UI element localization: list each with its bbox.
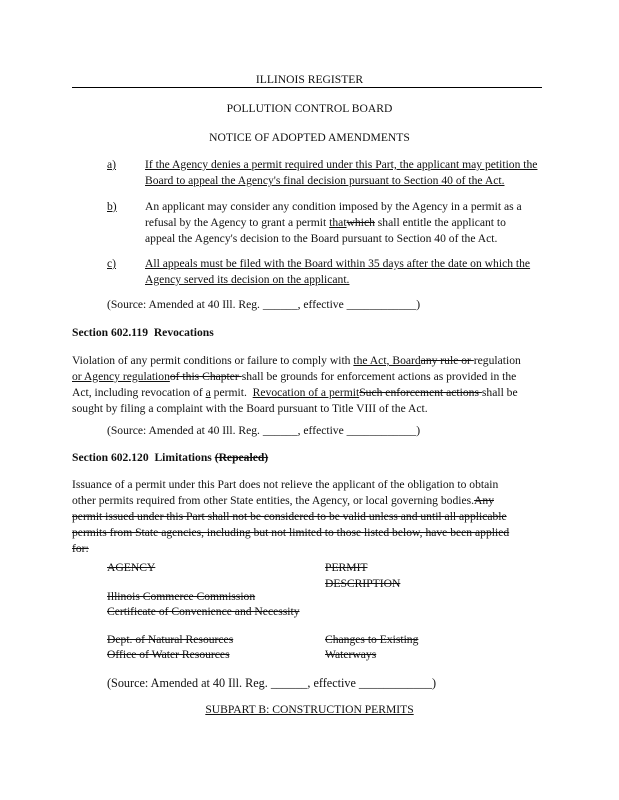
inserted-text: or Agency regulation <box>72 370 170 383</box>
body-line <box>72 493 546 509</box>
subsection-c <box>107 256 547 290</box>
table-cell: Dept. of Natural Resources <box>107 633 234 646</box>
table-cell: Changes to Existing <box>325 633 419 646</box>
subsection-c-label: c) <box>107 257 117 270</box>
section-number: Section 602.119 <box>72 326 149 339</box>
deleted-text: Any <box>474 494 494 507</box>
deleted-text: (Repealed) <box>214 451 269 464</box>
register-title: ILLINOIS REGISTER <box>255 73 364 86</box>
subsection-a-text: If the Agency denies a permit required under this Part, the applicant may petition the Board to appeal the Agency's final decision pursuant to Section 40 of the Act. <box>145 158 538 187</box>
source-note: (Source: Amended at 40 Ill. Reg. ______, effective ____________) <box>107 298 421 311</box>
agency-title: POLLUTION CONTROL BOARD <box>226 102 393 115</box>
section-title: Limitations <box>154 451 212 464</box>
deleted-text: any rule or <box>420 354 474 367</box>
subsection-b-line: An applicant may consider any condition imposed by the Agency in a permit as a <box>145 200 522 213</box>
text-run: shall entitle the applicant to <box>374 216 506 229</box>
table-header-description: DESCRIPTION <box>325 577 401 590</box>
text-run: Act, including revocation of <box>72 386 206 399</box>
table-cell: Office of Water Resources <box>107 648 230 661</box>
body-line <box>72 369 546 385</box>
subsection-c-text: All appeals must be filed with the Board within 35 days after the date on which the Agency served its decision on the applicant. <box>145 257 531 286</box>
subsection-a <box>107 157 547 191</box>
text-run: refusal by the Agency to grant a permit <box>145 216 330 229</box>
source-note: (Source: Amended at 40 Ill. Reg. ______, effective ____________) <box>107 676 437 690</box>
text-run: shall be grounds for enforcement actions as provided in the <box>241 370 517 383</box>
notice-title: NOTICE OF ADOPTED AMENDMENTS <box>209 131 410 144</box>
inserted-text: a <box>205 386 211 399</box>
body-line: for: <box>72 542 89 555</box>
table-cell: Certificate of Convenience and Necessity <box>107 605 300 618</box>
permit-table <box>107 560 527 660</box>
subsection-b-line <box>145 215 549 231</box>
body-line <box>72 353 546 369</box>
subsection-b <box>107 199 547 249</box>
table-header-permit: PERMIT <box>325 561 368 574</box>
deleted-text: of this Chapter <box>169 370 242 383</box>
subsection-a-label: a) <box>107 158 117 171</box>
body-line <box>72 385 546 401</box>
text-run: regulation <box>473 354 521 367</box>
section-number: Section 602.120 <box>72 451 149 464</box>
subsection-b-line: appeal the Agency's decision to the Board pursuant to Section 40 of the Act. <box>145 232 498 245</box>
text-run: other permits required from other State entities, the Agency, or local governing bodies. <box>72 494 475 507</box>
text-run: Violation of any permit conditions or failure to comply with <box>72 354 354 367</box>
section-120-body <box>72 477 546 557</box>
body-line: sought by filing a complaint with the Board pursuant to Title VIII of the Act. <box>72 402 428 415</box>
header-rule <box>72 87 542 88</box>
deleted-text: which <box>346 216 375 229</box>
section-heading-120 <box>72 450 546 466</box>
section-heading-119 <box>72 325 546 341</box>
table-cell: Waterways <box>325 648 377 661</box>
inserted-text: that <box>329 216 347 229</box>
body-line: Issuance of a permit under this Part does not relieve the applicant of the obligation to obtain <box>72 478 499 491</box>
body-line: permits from State agencies, including but not limited to those listed below, have been applied <box>72 526 510 539</box>
body-line: permit issued under this Part shall not be considered to be valid unless and until all applicable <box>72 510 507 523</box>
text-run: permit. <box>210 386 253 399</box>
section-title: Revocations <box>153 326 214 339</box>
deleted-text: Such enforcement actions <box>359 386 482 399</box>
table-header-agency: AGENCY <box>107 561 156 574</box>
inserted-text: the Act, Board <box>353 354 421 367</box>
subpart-heading: SUBPART B: CONSTRUCTION PERMITS <box>205 703 414 716</box>
table-cell: Illinois Commerce Commission <box>107 590 256 603</box>
source-note: (Source: Amended at 40 Ill. Reg. ______, effective ____________) <box>107 424 421 437</box>
section-119-body <box>72 353 546 417</box>
text-run: shall be <box>481 386 518 399</box>
subsection-b-label: b) <box>107 200 117 213</box>
subsection-b-text <box>145 199 549 247</box>
inserted-text: Revocation of a permit <box>252 386 360 399</box>
